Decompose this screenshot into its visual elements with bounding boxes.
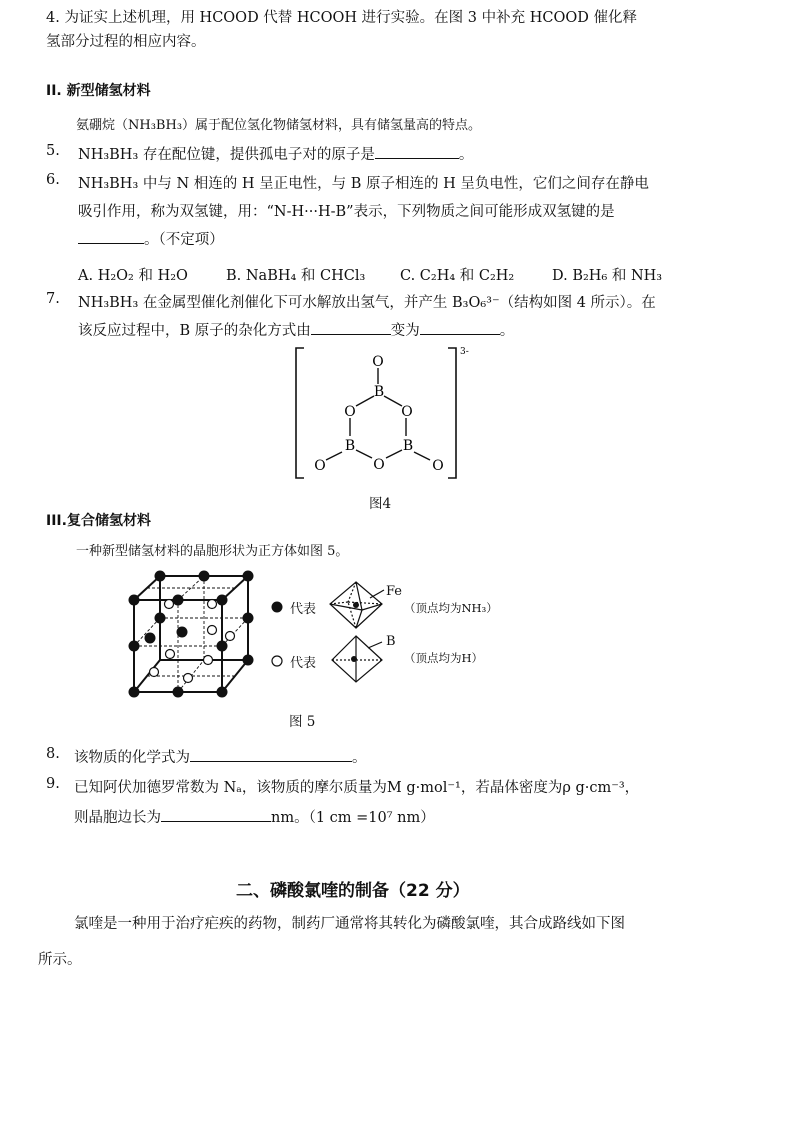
q8-text [74,746,367,767]
q9-line2 [74,806,435,827]
figure-5-caption: 图 5 [289,714,316,730]
b-note: （顶点均为H） [404,651,484,665]
q6-line3-end: 。（不定项） [144,232,224,248]
q6-option-a: A. H₂O₂ 和 H₂O [78,268,188,284]
legend-open-dot [268,652,288,672]
atom-b-right: B [402,438,414,454]
q6-option-d: D. B₂H₆ 和 NH₃ [552,268,663,284]
q8-number: 8. [46,746,60,762]
q9-number: 9. [46,776,60,792]
q6-line2: 吸引作用，称为双氢键，用：“N-H···H-B”表示，下列物质之间可能形成双氢键的是 [78,204,615,220]
q7-line2 [78,319,514,340]
atom-o-top: O [372,354,384,370]
q6-answer-blank[interactable] [78,229,144,244]
q6-number: 6. [46,172,60,188]
q8-end: 。 [352,750,367,766]
atom-o-left: O [344,404,356,420]
fe-label: Fe [386,584,403,599]
q7-line1: NH₃BH₃ 在金属型催化剂催化下可水解放出氢气，并产生 B₃O₆³⁻（结构如图 4 所示）。在 [78,295,656,311]
q9-line2-b: nm。（1 cm =10⁷ nm） [271,810,435,826]
part-2-intro-cont: 所示。 [38,952,82,968]
q9-line2-a: 则晶胞边长为 [74,810,161,826]
q7-line2-a: 该反应过程中，B 原子的杂化方式由 [78,323,311,339]
q9-answer-blank[interactable] [161,807,271,822]
q5-number: 5. [46,143,60,159]
q5-end: 。 [458,147,474,163]
q6-line1: NH₃BH₃ 中与 N 相连的 H 呈正电性，与 B 原子相连的 H 呈负电性，它们之间存在静电 [78,176,649,192]
section-2-intro: 氨硼烷（NH₃BH₃）属于配位氢化物储氢材料，具有储氢量高的特点。 [76,118,482,133]
part-2-title: 二、磷酸氯喹的制备（22 分） [236,881,470,901]
b-label: B [386,634,396,649]
q5-answer-blank[interactable] [375,144,459,159]
fe-octahedron [326,580,386,632]
b-tetrahedron [328,634,388,686]
part-2-intro: 氯喹是一种用于治疗疟疾的药物，制药厂通常将其转化为磷酸氯喹，其合成路线如下图 [74,916,625,932]
legend-filled-dot [268,598,288,618]
q7-line2-b: 变为 [390,323,420,339]
figure-4-caption: 图4 [369,496,392,512]
q8-prompt: 该物质的化学式为 [74,750,190,766]
q5-text [78,143,473,164]
atom-b-top: B [373,384,385,400]
atom-o-right: O [401,404,413,420]
q6-option-c: C. C₂H₄ 和 C₂H₂ [400,268,515,284]
q7-answer-blank-2[interactable] [420,320,500,335]
figure-5-unit-cell [124,568,264,704]
section-3-heading: III.复合储氢材料 [46,513,151,529]
atom-o-outer-right: O [432,458,444,474]
legend-filled-text: 代表 [290,602,317,617]
q8-answer-blank[interactable] [190,747,352,762]
q6-option-b: B. NaBH₄ 和 CHCl₃ [226,268,366,284]
atom-b-left: B [344,438,356,454]
section-2-heading: II. 新型储氢材料 [46,83,151,99]
legend-open-text: 代表 [290,656,317,671]
ring-bonds [326,368,430,460]
q5-prompt: NH₃BH₃ 存在配位键，提供孤电子对的原子是 [78,147,375,163]
ion-charge: 3- [460,347,469,357]
atom-o-outer-left: O [314,458,326,474]
left-bracket [296,348,304,478]
question-4-text-cont: 氢部分过程的相应内容。 [46,34,206,50]
q7-line2-end: 。 [499,323,515,339]
atom-o-bottom: O [373,457,385,473]
right-bracket [448,348,456,478]
question-4-text: 4. 为证实上述机理，用 HCOOD 代替 HCOOH 进行实验。在图 3 中补充 HCOOD 催化释 [46,10,637,26]
q9-line1: 已知阿伏加德罗常数为 Nₐ，该物质的摩尔质量为M g·mol⁻¹，若晶体密度为ρ g·cm⁻³， [74,780,640,796]
figure-4-diagram [290,344,480,484]
section-3-intro: 一种新型储氢材料的晶胞形状为正方体如图 5。 [76,544,349,559]
q7-number: 7. [46,291,60,307]
q7-answer-blank-1[interactable] [311,320,391,335]
q6-line3 [78,228,224,249]
fe-note: （顶点均为NH₃） [404,601,498,615]
